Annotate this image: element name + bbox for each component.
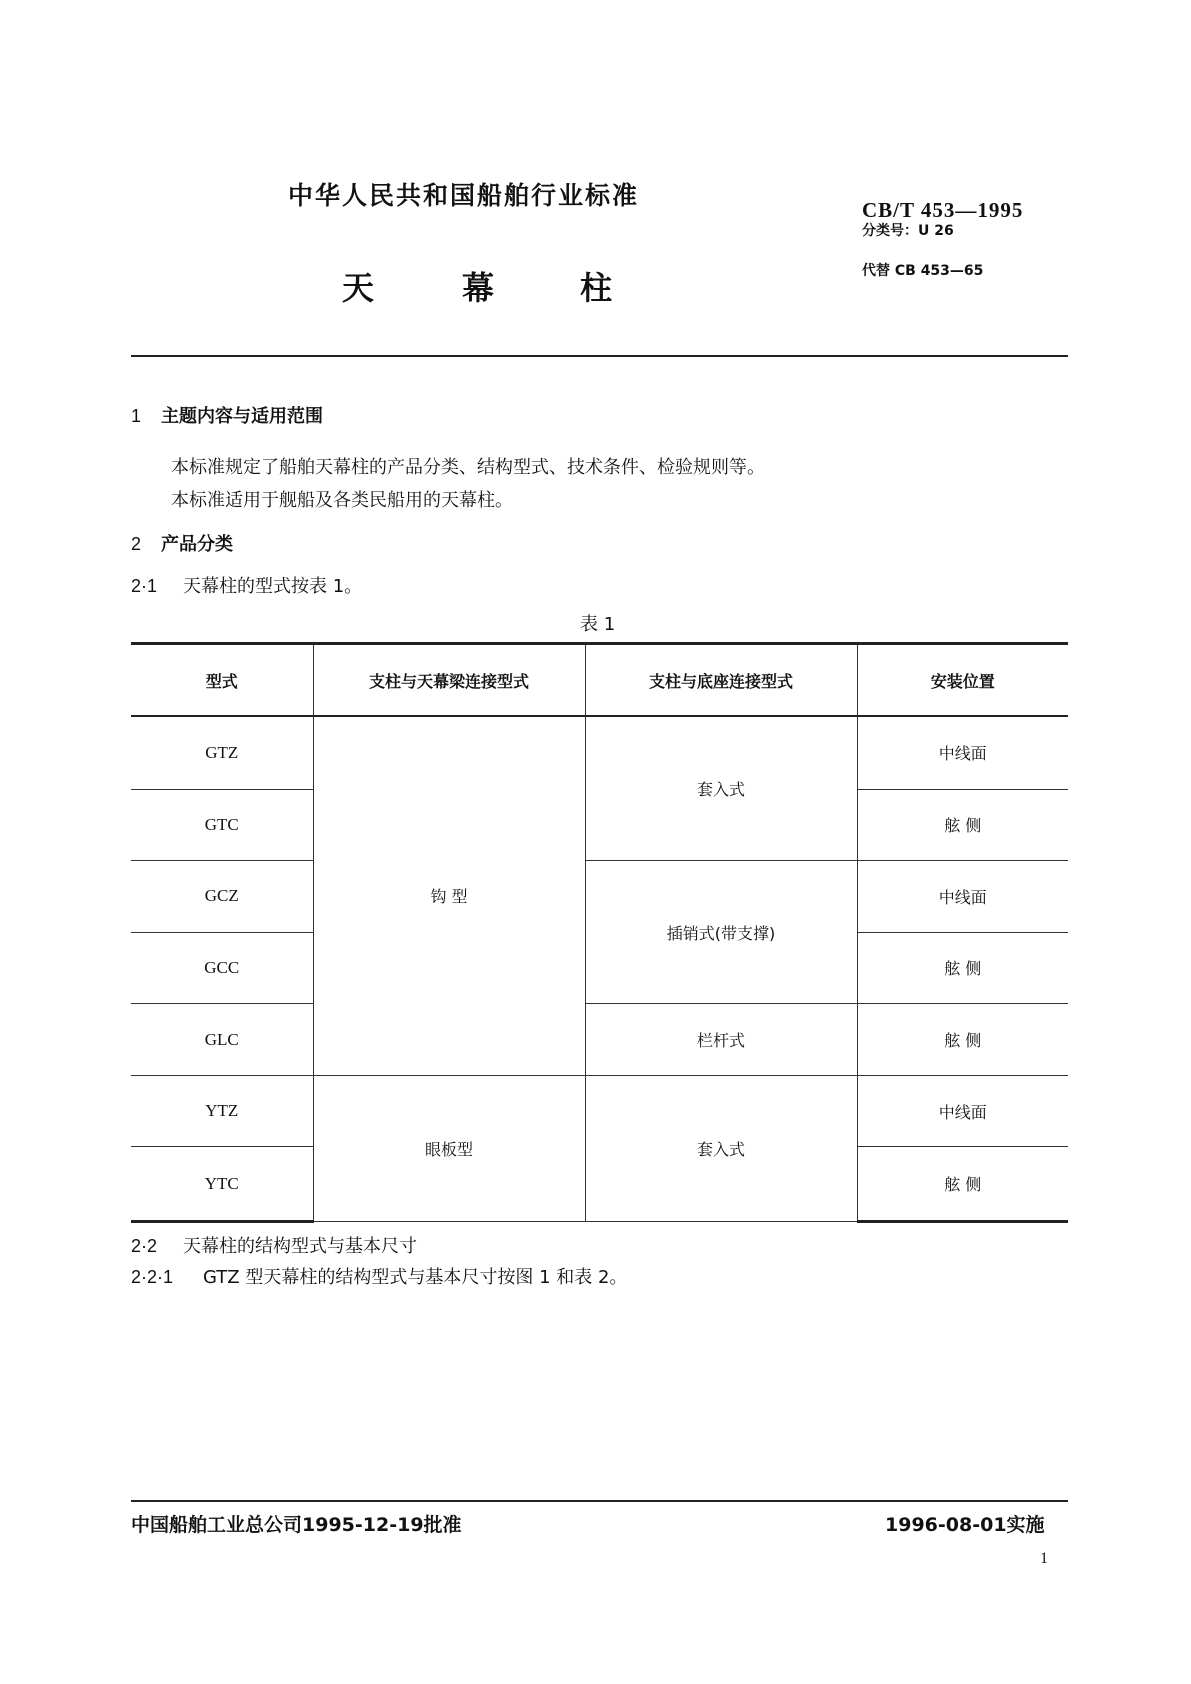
standard-code: CB/T 453—1995 <box>862 198 1024 222</box>
beam-connection-cell: 眼板型 <box>313 1075 585 1221</box>
header-divider <box>131 355 1068 357</box>
base-connection-cell: 套入式 <box>585 1075 857 1221</box>
table-row <box>131 1075 1068 1147</box>
type-cell: GTZ <box>131 716 313 789</box>
table-header-cell: 支柱与天幕梁连接型式 <box>313 644 585 717</box>
document-title-char: 天 <box>342 269 375 307</box>
clause-2-2 <box>131 1232 417 1258</box>
position-cell: 中线面 <box>857 861 1068 933</box>
document-title-char: 幕 <box>462 269 495 307</box>
table-row <box>131 861 1068 933</box>
paragraph: 本标准规定了船舶天幕柱的产品分类、结构型式、技术条件、检验规则等。 <box>171 457 765 478</box>
position-cell: 舷 侧 <box>857 789 1068 861</box>
clause-2-2-1 <box>131 1263 627 1289</box>
table-row <box>131 1004 1068 1076</box>
footer-divider <box>131 1500 1068 1502</box>
section-title: 产品分类 <box>161 534 233 555</box>
position-cell: 舷 侧 <box>857 1147 1068 1222</box>
position-cell: 中线面 <box>857 1075 1068 1147</box>
clause-number: 2·2 <box>131 1236 158 1256</box>
clause-text: 天幕柱的型式按表 1。 <box>183 576 363 597</box>
type-cell: GTC <box>131 789 313 861</box>
base-connection-cell: 插销式(带支撑) <box>585 861 857 1004</box>
section-number: 2 <box>131 534 142 554</box>
position-cell: 中线面 <box>857 716 1068 789</box>
approval-line: 中国船舶工业总公司1995-12-19批准 <box>131 1514 462 1536</box>
base-connection-cell: 套入式 <box>585 716 857 861</box>
implementation-date: 1996-08-01实施 <box>885 1514 1045 1536</box>
clause-text: GTZ 型天幕柱的结构型式与基本尺寸按图 1 和表 2。 <box>203 1267 628 1288</box>
type-cell: GCC <box>131 932 313 1004</box>
document-title-char: 柱 <box>580 269 613 307</box>
replaces-standard: 代替 CB 453—65 <box>862 263 984 279</box>
section-number: 1 <box>131 406 142 426</box>
base-connection-cell: 栏杆式 <box>585 1004 857 1076</box>
type-cell: GCZ <box>131 861 313 933</box>
section-title: 主题内容与适用范围 <box>161 406 323 427</box>
table-row <box>131 716 1068 789</box>
organization-title: 中华人民共和国船舶行业标准 <box>288 181 640 210</box>
clause-text: 天幕柱的结构型式与基本尺寸 <box>183 1236 417 1257</box>
clause-number: 2·1 <box>131 576 158 596</box>
page-number: 1 <box>1040 1550 1048 1567</box>
section-2-heading <box>131 530 233 556</box>
table-header-cell: 安装位置 <box>857 644 1068 717</box>
table-header-cell: 型式 <box>131 644 313 717</box>
section-1-heading <box>131 402 323 428</box>
type-cell: YTZ <box>131 1075 313 1147</box>
table-header-cell: 支柱与底座连接型式 <box>585 644 857 717</box>
type-cell: YTC <box>131 1147 313 1222</box>
position-cell: 舷 侧 <box>857 1004 1068 1076</box>
table-header-row <box>131 644 1068 717</box>
product-type-table <box>131 642 1068 1223</box>
clause-2-1 <box>131 572 362 598</box>
beam-connection-cell: 钩 型 <box>313 716 585 1075</box>
position-cell: 舷 侧 <box>857 932 1068 1004</box>
paragraph: 本标准适用于舰船及各类民船用的天幕柱。 <box>171 490 513 511</box>
type-cell: GLC <box>131 1004 313 1076</box>
classification-number: 分类号：U 26 <box>862 223 954 239</box>
clause-number: 2·2·1 <box>131 1267 174 1287</box>
table-caption: 表 1 <box>580 614 616 635</box>
